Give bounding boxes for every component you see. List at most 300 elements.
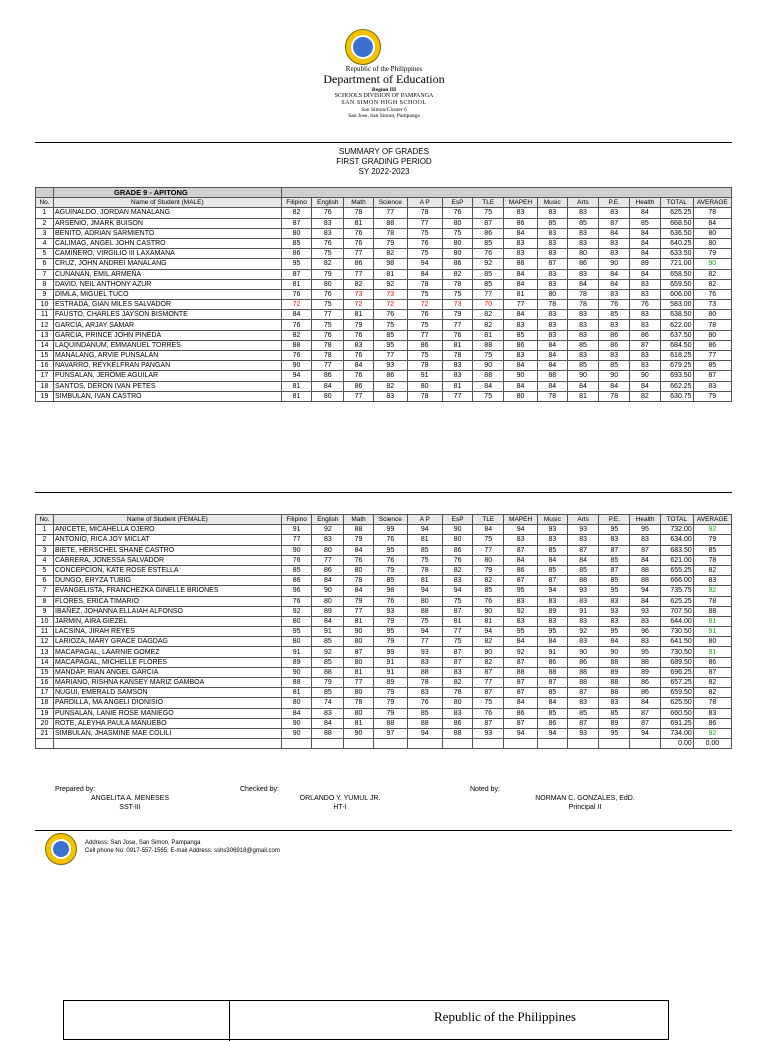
grade-cell: 82 (693, 269, 731, 279)
grade-cell: 85 (473, 238, 504, 248)
grade-cell: 82 (442, 565, 473, 575)
noted-by (470, 785, 670, 812)
grade-cell: 87 (599, 545, 630, 555)
grade-cell: 74 (312, 698, 344, 708)
footer-contact-line: Cell phone No: 0917-557-1565; E-mail Address: sshs306918@gmail.com (85, 847, 280, 854)
grade-cell: 85 (567, 361, 599, 371)
grade-cell: 95 (599, 627, 630, 637)
grade-cell: 4 (36, 555, 54, 565)
column-header: P.E. (599, 515, 630, 525)
grade-cell: 93 (599, 606, 630, 616)
grade-cell: 88 (407, 606, 442, 616)
grade-cell: 81 (442, 340, 473, 350)
grade-cell: 77 (312, 361, 344, 371)
grade-cell: 85 (473, 269, 504, 279)
grade-cell: 83 (599, 238, 630, 248)
grade-cell: 76 (344, 228, 374, 238)
grade-cell: 2 (36, 535, 54, 545)
grade-cell: 78 (373, 228, 407, 238)
grade-cell: 89 (630, 259, 661, 269)
grade-cell: 660.50 (660, 708, 693, 718)
grade-cell: 78 (599, 391, 630, 401)
table-row (36, 555, 732, 565)
grade-cell: 89 (630, 667, 661, 677)
grade-cell: 83 (537, 279, 567, 289)
grade-cell: 83 (567, 616, 599, 626)
grade-cell: 86 (442, 545, 473, 555)
grade-cell: 83 (442, 576, 473, 586)
grade-cell: 79 (344, 596, 374, 606)
table-row (36, 289, 732, 299)
column-header: AVERAGE (693, 198, 731, 208)
grade-cell: 87 (442, 606, 473, 616)
student-name-cell: CABRERA, JONESSA SALVADOR (54, 555, 282, 565)
grade-cell: 88 (567, 576, 599, 586)
student-name-cell: CRUZ, JOHN ANDREI MANALANG (54, 259, 282, 269)
grade-cell: 85 (599, 708, 630, 718)
grade-cell: 83 (407, 688, 442, 698)
table-row (36, 616, 732, 626)
grade-cell: 79 (312, 269, 344, 279)
table-row (36, 637, 732, 647)
student-name-cell: AGUINALDO, JORDAN MANALANG (54, 208, 282, 218)
grade-cell (442, 739, 473, 749)
student-name-cell: DIMLA, MIGUEL TUCO (54, 289, 282, 299)
grade-cell (407, 739, 442, 749)
grade-cell: 94 (538, 586, 568, 596)
grade-cell: 88 (538, 667, 568, 677)
grade-cell: 80 (537, 289, 567, 299)
grade-cell: 81 (373, 269, 407, 279)
grade-cell: 83 (537, 228, 567, 238)
student-name-cell: ARSENIO, JMARK BUISON (54, 218, 282, 228)
grade-cell: 0.00 (693, 739, 731, 749)
grade-cell: 91 (538, 647, 568, 657)
grade-cell: 86 (344, 381, 374, 391)
grade-cell: 77 (442, 391, 473, 401)
student-name-cell: GARCIA, ARJAY SAMAR (54, 320, 282, 330)
grade-cell: 77 (473, 289, 504, 299)
column-header: Name of Student (FEMALE) (54, 515, 282, 525)
grade-cell: 77 (373, 208, 407, 218)
grade-cell: 84 (567, 555, 599, 565)
grade-cell: 75 (407, 616, 442, 626)
grade-cell: 7 (36, 586, 54, 596)
table-row (36, 627, 732, 637)
grade-cell: 78 (442, 351, 473, 361)
grade-cell: 76 (407, 698, 442, 708)
student-name-cell: DAVID, NEIL ANTHONY AZUR (54, 279, 282, 289)
grade-cell: 79 (373, 238, 407, 248)
table-row (36, 596, 732, 606)
table-row (36, 351, 732, 361)
grade-cell: 94 (630, 586, 661, 596)
grade-cell: 618.25 (660, 351, 693, 361)
grade-cell: 85 (473, 279, 504, 289)
grade-cell: 79 (373, 708, 407, 718)
grade-cell: 72 (373, 300, 407, 310)
grade-cell: 78 (407, 565, 442, 575)
grade-cell: 84 (599, 381, 630, 391)
grade-cell: 81 (567, 391, 599, 401)
grade-cell: 79 (373, 616, 407, 626)
grade-cell: 88 (407, 667, 442, 677)
grade-cell: 76 (373, 555, 407, 565)
grade-cell: 90 (693, 259, 731, 269)
grade-cell: 85 (538, 708, 568, 718)
table-row (36, 586, 732, 596)
grade-cell: 732.00 (660, 525, 693, 535)
grade-cell: 625.25 (660, 208, 693, 218)
grade-cell: 86 (504, 708, 538, 718)
grade-cell: 95 (599, 586, 630, 596)
grade-cell: 1 (36, 525, 54, 535)
grade-cell: 84 (504, 381, 538, 391)
grade-cell: 88 (373, 218, 407, 228)
grade-cell: 82 (442, 678, 473, 688)
grade-cell: 6 (36, 576, 54, 586)
grade-cell: 92 (567, 627, 599, 637)
column-header: AVERAGE (693, 515, 731, 525)
grade-cell: 84 (504, 269, 538, 279)
grade-cell: 83 (504, 596, 538, 606)
grade-cell: 80 (693, 310, 731, 320)
grade-cell: 85 (538, 688, 568, 698)
grade-cell: 5 (36, 565, 54, 575)
grade-cell: 86 (693, 340, 731, 350)
section-title-spacer (36, 188, 54, 198)
column-header: Music (538, 515, 568, 525)
grade-cell: 84 (504, 279, 538, 289)
table-row (36, 708, 732, 718)
grade-cell: 86 (442, 259, 473, 269)
grade-cell: 83 (312, 218, 344, 228)
grade-cell: 83 (599, 535, 630, 545)
grade-cell: 83 (599, 698, 630, 708)
grade-cell: 75 (442, 637, 473, 647)
grade-cell: 76 (281, 320, 312, 330)
student-name-cell: LAQUINDANUM, EMMANUEL TORRES (54, 340, 282, 350)
grade-cell: 94 (442, 586, 473, 596)
grade-cell: 86 (281, 249, 312, 259)
grade-cell: 80 (407, 596, 442, 606)
grade-cell: 92 (312, 525, 344, 535)
grade-cell: 75 (312, 320, 344, 330)
grade-cell: 99 (373, 525, 407, 535)
grade-cell: 83 (504, 249, 538, 259)
column-header: A P (407, 515, 442, 525)
grade-cell: 76 (407, 310, 442, 320)
grade-cell: 95 (373, 545, 407, 555)
grade-cell: 72 (407, 300, 442, 310)
grade-cell: 86 (693, 657, 731, 667)
grade-cell: 679.25 (660, 361, 693, 371)
grade-cell: 78 (442, 279, 473, 289)
grade-cell: 85 (312, 688, 344, 698)
grade-cell: 88 (599, 678, 630, 688)
grade-cell: 80 (693, 238, 731, 248)
grade-cell: 78 (344, 698, 374, 708)
next-page-frame (63, 1000, 669, 1040)
grade-cell: 80 (344, 657, 374, 667)
grade-cell: 80 (693, 637, 731, 647)
grade-cell: 82 (693, 688, 731, 698)
grade-cell: 75 (442, 289, 473, 299)
grade-cell: 14 (36, 657, 54, 667)
student-name-cell: GARCIA, PRINCE JOHN PINEDA (54, 330, 282, 340)
grade-cell: 87 (630, 340, 661, 350)
grade-cell (567, 739, 599, 749)
student-name-cell: SANTOS, DERON IVAN PETES (54, 381, 282, 391)
column-header: English (312, 198, 344, 208)
grade-cell: 81 (693, 616, 731, 626)
grade-cell: 88 (630, 576, 661, 586)
grade-cell: 89 (312, 606, 344, 616)
grade-cell: 77 (344, 606, 374, 616)
grade-cell: 659.50 (660, 688, 693, 698)
grade-cell: 86 (504, 565, 538, 575)
grade-cell: 84 (599, 269, 630, 279)
grade-cell: 85 (693, 361, 731, 371)
grade-cell: 83 (312, 228, 344, 238)
grade-cell: 77 (407, 218, 442, 228)
student-name-cell: PUNSALAN, JEROME AGUILAR (54, 371, 282, 381)
grade-cell: 84 (538, 555, 568, 565)
grade-cell: 76 (281, 351, 312, 361)
grade-cell: 83 (537, 310, 567, 320)
grade-cell: 78 (567, 300, 599, 310)
grade-cell: 91 (373, 667, 407, 677)
grade-cell: 84 (537, 340, 567, 350)
grade-cell: 82 (693, 678, 731, 688)
grade-cell: 98 (373, 586, 407, 596)
grade-cell: 88 (281, 678, 312, 688)
male-table-body (36, 208, 732, 402)
grade-cell: 622.00 (660, 320, 693, 330)
grade-cell: 92 (281, 606, 312, 616)
grade-cell: 87 (473, 667, 504, 677)
grade-cell: 12 (36, 637, 54, 647)
grade-cell: 86 (312, 371, 344, 381)
column-header: TOTAL (660, 198, 693, 208)
grade-cell: 89 (599, 718, 630, 728)
grade-cell: 721.00 (660, 259, 693, 269)
male-grades-table (35, 187, 732, 402)
grade-cell: 79 (693, 391, 731, 401)
footer-contact (85, 840, 280, 855)
grade-cell: 80 (442, 238, 473, 248)
grade-cell: 85 (281, 565, 312, 575)
grade-cell: 82 (473, 637, 504, 647)
grade-cell: 84 (281, 708, 312, 718)
grade-cell: 621.00 (660, 555, 693, 565)
grade-cell: 89 (281, 657, 312, 667)
grade-cell: 93 (630, 606, 661, 616)
grade-cell: 89 (373, 678, 407, 688)
grade-cell: 84 (630, 208, 661, 218)
grade-cell: 84 (504, 361, 538, 371)
grade-cell: 83 (693, 708, 731, 718)
grade-cell: 83 (630, 616, 661, 626)
grade-cell: 90 (599, 371, 630, 381)
column-header: Arts (567, 198, 599, 208)
grade-cell: 83 (599, 596, 630, 606)
grade-cell: 83 (630, 289, 661, 299)
table-row (36, 606, 732, 616)
table-row (36, 249, 732, 259)
grade-cell: 641.50 (660, 637, 693, 647)
grade-cell: 84 (504, 698, 538, 708)
grade-cell: 86 (630, 688, 661, 698)
column-header: Health (630, 515, 661, 525)
grade-cell: 82 (473, 576, 504, 586)
grade-cell: 79 (312, 678, 344, 688)
grade-cell: 82 (281, 208, 312, 218)
grade-cell: 84 (630, 698, 661, 708)
grade-cell: 583.00 (660, 300, 693, 310)
grade-cell: 73 (373, 289, 407, 299)
grade-cell (538, 739, 568, 749)
table-row (36, 545, 732, 555)
grade-cell: 86 (407, 340, 442, 350)
grade-cell: 84 (312, 718, 344, 728)
header-school: SAN SIMON HIGH SCHOOL (341, 100, 427, 107)
checked-title: HT-I (333, 804, 347, 812)
grade-cell: 83 (504, 238, 538, 248)
grade-cell: 75 (473, 391, 504, 401)
header-divider (35, 142, 732, 143)
female-header-row (36, 515, 732, 525)
grade-cell: 94 (630, 728, 661, 738)
grade-cell: 91 (407, 371, 442, 381)
grade-cell: 84 (344, 361, 374, 371)
male-header-row (36, 198, 732, 208)
table-row (36, 310, 732, 320)
grade-cell: 83 (537, 269, 567, 279)
grade-cell: 10 (36, 616, 54, 626)
grade-cell: 85 (693, 545, 731, 555)
student-name-cell: PUNSALAN, LANIE ROSE MANIEGO (54, 708, 282, 718)
grade-cell: 82 (693, 279, 731, 289)
grade-cell: 94 (473, 627, 504, 637)
grade-cell: 77 (407, 330, 442, 340)
grade-cell: 93 (567, 728, 599, 738)
document-header (234, 65, 534, 120)
grade-cell: 8 (36, 279, 54, 289)
table-row-blank (36, 739, 732, 749)
student-name-cell: CUNANAN, EMIL ARMEÑA (54, 269, 282, 279)
grade-cell: 73 (693, 300, 731, 310)
grade-cell: 81 (344, 218, 374, 228)
grade-cell: 85 (504, 330, 538, 340)
grade-cell: 630.75 (660, 391, 693, 401)
grade-cell: 78 (693, 698, 731, 708)
grade-cell: 88 (312, 667, 344, 677)
checked-by (240, 785, 440, 812)
grade-cell: 88 (693, 606, 731, 616)
grade-cell: 81 (281, 279, 312, 289)
grade-cell: 0.00 (660, 739, 693, 749)
grade-cell: 83 (504, 535, 538, 545)
grade-cell: 84 (538, 698, 568, 708)
student-name-cell: ESTRADA, GIAN MILES SALVADOR (54, 300, 282, 310)
grade-cell: 87 (504, 576, 538, 586)
grade-cell: 87 (630, 708, 661, 718)
grade-cell: 78 (407, 208, 442, 218)
grade-cell: 80 (281, 616, 312, 626)
grade-cell: 683.50 (660, 545, 693, 555)
grade-cell: 79 (373, 698, 407, 708)
grade-cell: 77 (344, 391, 374, 401)
grade-cell: 81 (281, 688, 312, 698)
grade-cell: 84 (567, 279, 599, 289)
grade-cell: 92 (312, 647, 344, 657)
table-row (36, 678, 732, 688)
column-header: Health (630, 198, 661, 208)
grade-cell: 83 (630, 535, 661, 545)
grade-cell: 76 (599, 300, 630, 310)
grade-cell: 82 (344, 279, 374, 289)
grade-cell: 84 (407, 269, 442, 279)
grade-cell: 85 (630, 218, 661, 228)
grade-cell: 82 (312, 259, 344, 269)
grade-cell: 87 (473, 218, 504, 228)
grade-cell: 87 (504, 688, 538, 698)
grade-cell: 730.50 (660, 627, 693, 637)
grade-cell: 83 (630, 351, 661, 361)
grade-cell: 80 (504, 391, 538, 401)
grade-cell: 90 (567, 647, 599, 657)
grade-cell: 83 (504, 616, 538, 626)
table-row (36, 228, 732, 238)
grade-cell: 84 (538, 637, 568, 647)
grade-cell: 84 (504, 555, 538, 565)
grade-cell: 606.00 (660, 289, 693, 299)
table-row (36, 381, 732, 391)
column-header: Music (537, 198, 567, 208)
checked-name: ORLANDO Y. YUMUL JR. (299, 795, 381, 803)
grade-cell: 75 (407, 249, 442, 259)
grade-cell: 657.25 (660, 678, 693, 688)
grade-cell: 1 (36, 208, 54, 218)
grade-cell: 634.00 (660, 535, 693, 545)
female-grades-table (35, 514, 732, 749)
grade-cell: 93 (373, 606, 407, 616)
header-address2: San Jose, San Simon, Pampanga (348, 113, 420, 120)
grade-cell: 13 (36, 647, 54, 657)
grade-cell: 8 (36, 596, 54, 606)
column-header: EsP (442, 198, 473, 208)
grade-cell: 87 (567, 718, 599, 728)
grade-cell: 70 (473, 300, 504, 310)
grade-cell: 83 (537, 249, 567, 259)
grade-cell: 77 (281, 535, 312, 545)
column-header: EsP (442, 515, 473, 525)
grade-cell: 88 (599, 657, 630, 667)
grade-cell: 77 (344, 269, 374, 279)
grade-cell: 75 (442, 596, 473, 606)
grade-cell: 735.75 (660, 586, 693, 596)
student-name-cell: DUNGO, ERYZA TUBIG (54, 576, 282, 586)
grade-cell: 87 (344, 647, 374, 657)
grade-cell: 94 (407, 259, 442, 269)
grade-cell: 80 (344, 565, 374, 575)
column-header: P.E. (599, 198, 630, 208)
grade-cell: 85 (599, 555, 630, 565)
grade-cell: 84 (537, 361, 567, 371)
table-row (36, 259, 732, 269)
grade-cell: 88 (504, 259, 538, 269)
